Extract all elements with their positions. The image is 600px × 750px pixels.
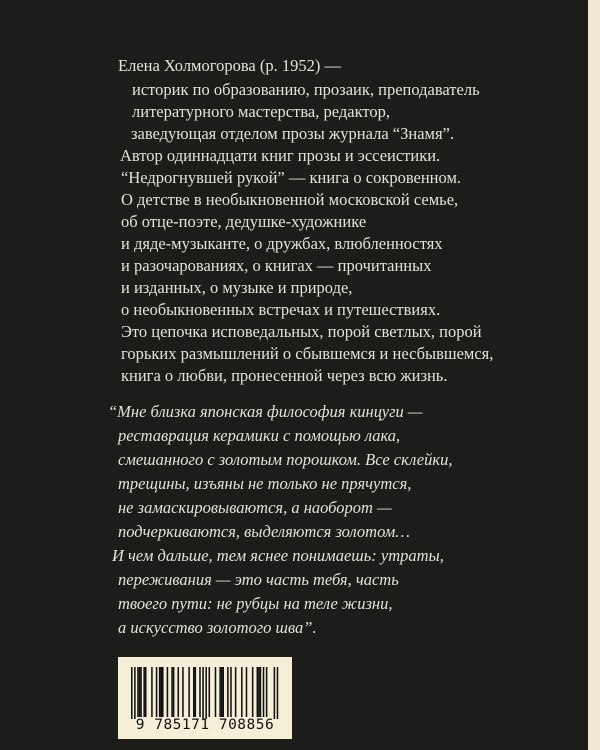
barcode-bar xyxy=(266,667,268,717)
barcode-bar xyxy=(139,667,141,717)
quote-line: реставрация керамики с помощью лака, xyxy=(118,426,401,445)
barcode-bar xyxy=(171,667,173,717)
description-line: Елена Холмогорова (р. 1952) — xyxy=(118,56,341,75)
barcode-bar xyxy=(209,667,211,717)
quote-line: переживания — это часть тебя, часть xyxy=(118,570,399,589)
barcode-bar xyxy=(222,667,224,717)
description-line: горьких размышлений о сбывшемся и несбывшемся, xyxy=(121,344,494,363)
description-line: о необыкновенных встречах и путешествиях. xyxy=(121,300,441,319)
barcode-bar xyxy=(193,667,195,717)
quote-line: твоего пути: не рубцы на теле жизни, xyxy=(118,594,393,613)
description-line: Автор одиннадцати книг прозы и эссеистики. xyxy=(120,146,441,165)
barcode-bar xyxy=(182,667,184,717)
barcode-bar xyxy=(178,667,180,717)
barcode-bar xyxy=(167,667,169,717)
barcode-bar xyxy=(137,667,139,717)
barcode-bar xyxy=(215,667,217,717)
barcode-bar xyxy=(219,667,221,717)
description-line: О детстве в необыкновенной московской семье, xyxy=(121,190,459,209)
quote-line: И чем дальше, тем яснее понимаешь: утраты, xyxy=(112,546,444,565)
barcode-bar xyxy=(159,667,161,717)
description-line: литературного мастерства, редактор, xyxy=(132,102,390,121)
description-line: и разочарованиях, о книгах — прочитанных xyxy=(121,256,432,275)
barcode-bar xyxy=(188,667,190,717)
barcode-bars xyxy=(118,657,292,719)
description-line: об отце-поэте, дедушке-художнике xyxy=(121,212,367,231)
barcode-bar xyxy=(195,667,197,717)
barcode-bar xyxy=(162,667,164,717)
description-line: книга о любви, пронесенной через всю жизнь. xyxy=(121,366,448,385)
barcode-bar xyxy=(246,667,248,717)
description-line: и изданных, о музыке и природе, xyxy=(121,278,353,297)
quote-line: смешанного с золотым порошком. Все склейки, xyxy=(118,450,453,469)
description-line: заведующая отделом прозы журнала “Знамя”. xyxy=(131,124,454,143)
barcode-bar xyxy=(241,667,243,717)
barcode-bar xyxy=(230,667,232,717)
description-line: Это цепочка исповедальных, порой светлых, порой xyxy=(121,322,482,341)
barcode-bar xyxy=(274,667,276,719)
quote-line: трещины, изъяны не только не прячутся, xyxy=(118,474,412,493)
isbn-barcode xyxy=(118,657,292,739)
barcode-bar xyxy=(143,667,145,717)
barcode-bar xyxy=(221,667,223,717)
barcode-bar xyxy=(199,667,201,717)
isbn-number: 9 785171 708856 xyxy=(135,717,275,733)
quote-line: подчеркиваются, выделяются золотом… xyxy=(118,522,410,541)
barcode-bar xyxy=(131,667,133,719)
barcode-bar xyxy=(151,667,153,717)
cover-edge xyxy=(588,0,600,750)
barcode-bar xyxy=(145,667,147,717)
barcode-bar xyxy=(134,667,136,719)
barcode-bar xyxy=(227,667,229,717)
barcode-bar xyxy=(235,667,237,717)
barcode-bar xyxy=(205,667,207,719)
barcode-bar xyxy=(260,667,262,717)
quote-line: “Мне близка японская философия кинцуги — xyxy=(108,402,423,421)
barcode-bar xyxy=(202,667,204,719)
barcode-bar xyxy=(173,667,175,717)
barcode-bar xyxy=(258,667,260,717)
description-line: историк по образованию, прозаик, преподаватель xyxy=(132,80,480,99)
barcode-bar xyxy=(160,667,162,717)
barcode-bar xyxy=(277,667,279,719)
barcode-bar xyxy=(257,667,259,717)
barcode-bar xyxy=(252,667,254,717)
barcode-bar xyxy=(156,667,158,717)
quote-line: не замаскировываются, а наоборот — xyxy=(118,498,392,517)
barcode-bar xyxy=(263,667,265,717)
quote-line: а искусство золотого шва”. xyxy=(118,618,317,637)
description-line: “Недрогнувшей рукой” — книга о сокровенном. xyxy=(121,168,462,187)
barcode-bar xyxy=(140,667,142,717)
description-line: и дяде-музыканте, о дружбах, влюбленностях xyxy=(121,234,443,253)
